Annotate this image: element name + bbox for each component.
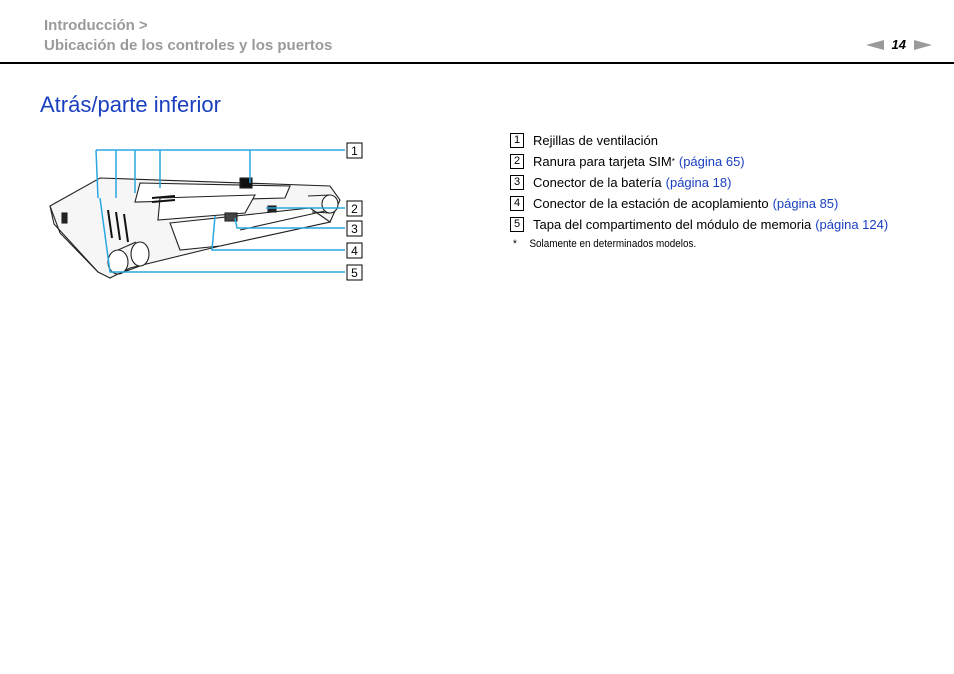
previous-page-arrow-icon[interactable]	[866, 40, 884, 50]
header-rule	[0, 62, 954, 64]
callout-label: Tapa del compartimento del módulo de memoria	[533, 217, 812, 232]
breadcrumb-page: Ubicación de los controles y los puertos	[44, 37, 333, 54]
callout-number: 2	[510, 154, 524, 169]
callout-item	[510, 172, 888, 193]
footnote-text: Solamente en determinados modelos.	[529, 238, 697, 250]
page-link-124[interactable]: (página 124)	[815, 217, 889, 232]
figure-label-5: 5	[351, 266, 358, 280]
page-number: 14	[891, 37, 906, 52]
footnote-mark: *	[671, 157, 675, 166]
callout-number: 5	[510, 217, 524, 232]
callout-item	[510, 151, 888, 172]
callout-item	[510, 214, 888, 235]
callout-number: 4	[510, 196, 524, 211]
page-link-65[interactable]: (página 65)	[678, 154, 745, 169]
callout-item	[510, 193, 888, 214]
footnote	[513, 238, 696, 250]
callout-number: 1	[510, 133, 524, 148]
figure-label-4: 4	[351, 244, 358, 258]
callout-item	[510, 130, 888, 151]
callout-label: Conector de la batería	[533, 175, 662, 190]
figure-label-3: 3	[351, 222, 358, 236]
callout-label: Ranura para tarjeta SIM	[533, 154, 672, 169]
callout-label: Conector de la estación de acoplamiento	[533, 196, 769, 211]
page-title: Atrás/parte inferior	[40, 92, 221, 117]
next-page-arrow-icon[interactable]	[914, 40, 932, 50]
breadcrumb-separator: >	[138, 17, 148, 34]
breadcrumb-section[interactable]: Introducción	[44, 17, 135, 34]
callout-number: 3	[510, 175, 524, 190]
callout-label: Rejillas de ventilación	[533, 133, 659, 148]
page-link-18[interactable]: (página 18)	[665, 175, 732, 190]
callout-list	[510, 130, 888, 235]
pager	[866, 37, 932, 52]
footnote-asterisk: *	[513, 238, 517, 250]
page-link-85[interactable]: (página 85)	[772, 196, 839, 211]
laptop-bottom-illustration	[40, 138, 370, 288]
breadcrumb	[44, 16, 332, 56]
figure-label-1: 1	[351, 144, 358, 158]
figure-label-2: 2	[351, 202, 358, 216]
